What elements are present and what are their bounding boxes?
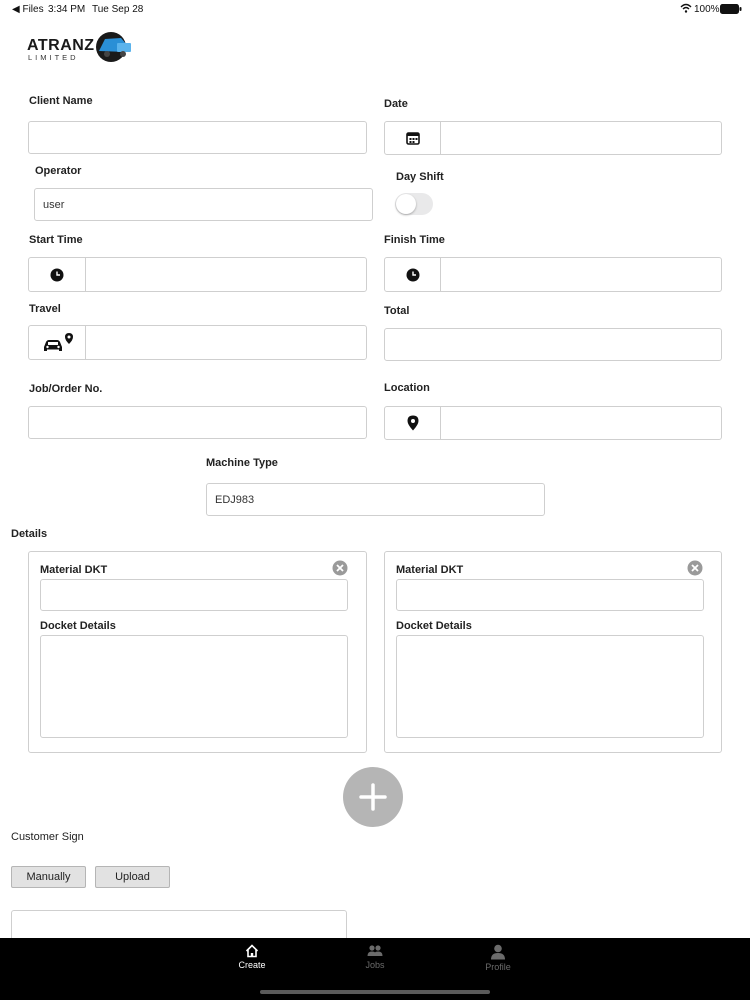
location-pin-icon[interactable] xyxy=(385,407,441,439)
remove-card-icon[interactable] xyxy=(332,560,348,581)
add-detail-button[interactable] xyxy=(343,767,403,827)
tab-profile[interactable] xyxy=(458,944,538,972)
home-indicator xyxy=(260,990,490,994)
tab-profile-label: Profile xyxy=(485,962,511,972)
battery-icon xyxy=(720,4,742,17)
back-to-files-link[interactable]: ◀ Files xyxy=(12,4,44,15)
travel-label: Travel xyxy=(29,303,61,315)
location-label: Location xyxy=(384,382,430,394)
users-icon xyxy=(367,944,383,958)
detail-card xyxy=(28,551,367,753)
status-time: 3:34 PM xyxy=(48,4,86,15)
docket-details-textarea[interactable] xyxy=(396,635,704,738)
tab-jobs-label: Jobs xyxy=(365,960,385,970)
job-order-label: Job/Order No. xyxy=(29,383,103,395)
logo-subtext: LIMITED xyxy=(28,53,79,62)
customer-sign-title: Customer Sign xyxy=(11,831,84,843)
tab-jobs[interactable] xyxy=(335,944,415,970)
clock-icon[interactable] xyxy=(385,258,441,291)
material-dkt-label: Material DKT xyxy=(396,564,464,576)
material-dkt-label: Material DKT xyxy=(40,564,108,576)
machine-type-label: Machine Type xyxy=(206,457,278,469)
battery-percent: 100% xyxy=(694,4,720,15)
truck-logo-icon xyxy=(91,31,135,63)
company-logo xyxy=(27,34,137,64)
start-time-label: Start Time xyxy=(29,234,83,246)
total-label: Total xyxy=(384,305,410,317)
home-icon xyxy=(245,944,259,958)
machine-type-input[interactable]: EDJ983 xyxy=(206,483,545,516)
location-input[interactable] xyxy=(384,406,722,440)
person-icon xyxy=(490,944,506,960)
sign-manually-button[interactable]: Manually xyxy=(11,866,86,888)
remove-card-icon[interactable] xyxy=(687,560,703,581)
details-title: Details xyxy=(11,528,48,540)
tab-create-label: Create xyxy=(238,960,266,970)
detail-card xyxy=(384,551,722,753)
status-date: Tue Sep 28 xyxy=(92,4,144,15)
status-bar xyxy=(0,0,750,18)
date-label: Date xyxy=(384,98,408,110)
travel-input[interactable] xyxy=(28,325,367,360)
plus-icon xyxy=(358,782,388,812)
operator-input[interactable]: user xyxy=(34,188,373,221)
finish-time-input[interactable] xyxy=(384,257,722,292)
start-time-input[interactable] xyxy=(28,257,367,292)
job-order-input[interactable] xyxy=(28,406,367,439)
sign-upload-button[interactable]: Upload xyxy=(95,866,170,888)
docket-details-label: Docket Details xyxy=(396,620,472,632)
finish-time-label: Finish Time xyxy=(384,234,445,246)
material-dkt-input[interactable] xyxy=(396,579,704,611)
docket-details-label: Docket Details xyxy=(40,620,116,632)
tab-create[interactable] xyxy=(212,944,292,970)
client-name-input[interactable] xyxy=(28,121,367,154)
operator-label: Operator xyxy=(35,165,82,177)
logo-wordmark: ATRANZ xyxy=(27,37,95,54)
car-location-icon[interactable] xyxy=(29,326,86,359)
date-input[interactable] xyxy=(384,121,722,155)
material-dkt-input[interactable] xyxy=(40,579,348,611)
toggle-knob xyxy=(396,194,416,214)
client-name-label: Client Name xyxy=(29,95,93,107)
calendar-icon[interactable] xyxy=(385,122,441,154)
day-shift-toggle[interactable] xyxy=(395,193,433,215)
total-input[interactable] xyxy=(384,328,722,361)
clock-icon[interactable] xyxy=(29,258,86,291)
day-shift-label: Day Shift xyxy=(396,171,444,183)
wifi-icon xyxy=(680,3,692,16)
docket-details-textarea[interactable] xyxy=(40,635,348,738)
